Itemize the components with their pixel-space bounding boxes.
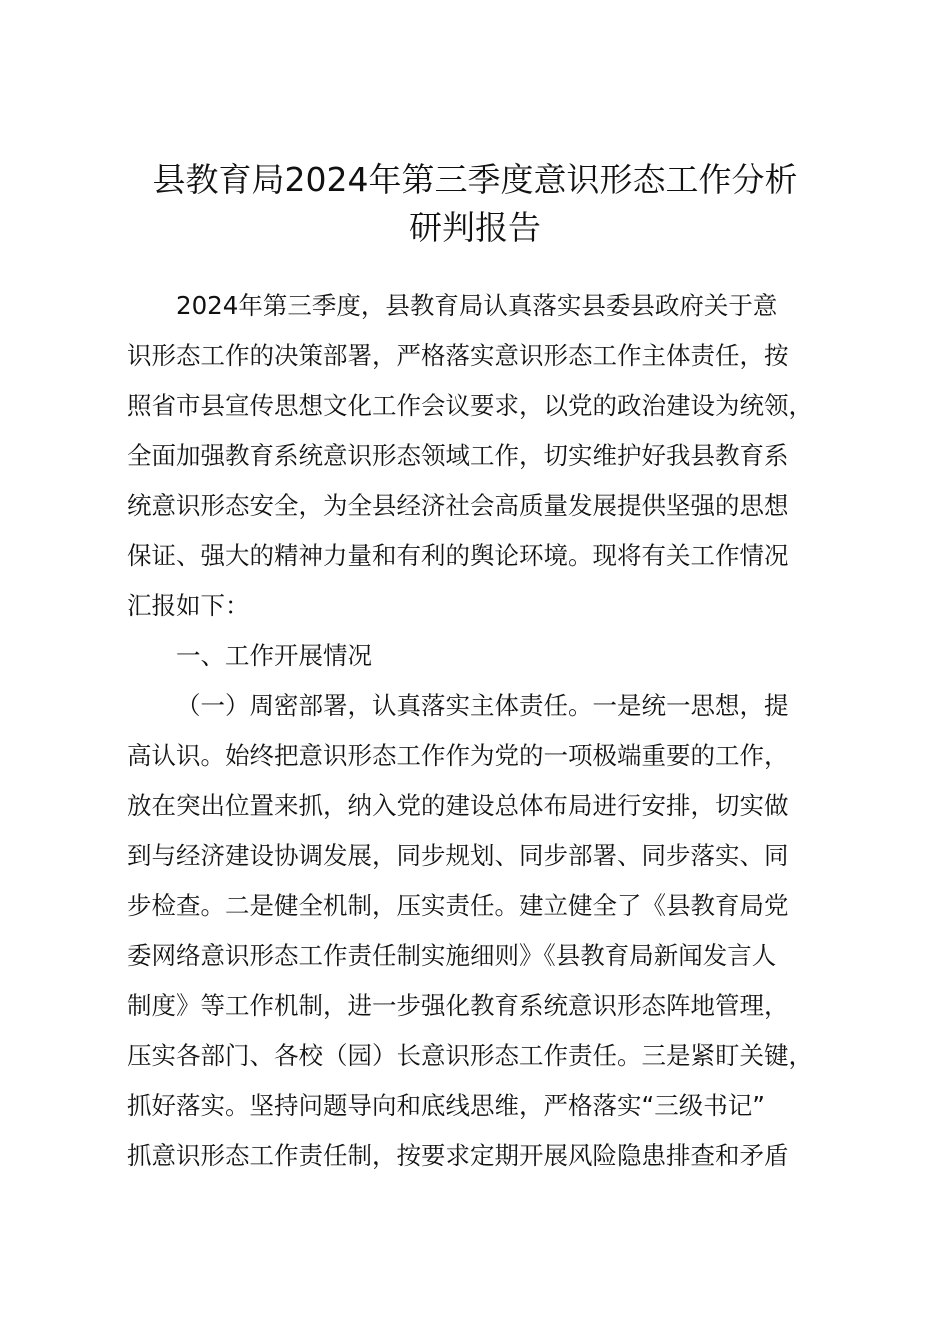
paragraph-line: 放在突出位置来抓，纳入党的建设总体布局进行安排，切实做 xyxy=(127,791,789,820)
paragraph-line: 2024年第三季度，县教育局认真落实县委县政府关于意 xyxy=(176,291,778,320)
paragraph-line: 统意识形态安全，为全县经济社会高质量发展提供坚强的思想 xyxy=(127,491,789,520)
paragraph-line: 到与经济建设协调发展，同步规划、同步部署、同步落实、同 xyxy=(127,841,789,870)
paragraph-line: 识形态工作的决策部署，严格落实意识形态工作主体责任，按 xyxy=(127,341,789,370)
paragraph-line: 保证、强大的精神力量和有利的舆论环境。现将有关工作情况 xyxy=(127,541,789,570)
paragraph-line: 委网络意识形态工作责任制实施细则》《县教育局新闻发言人 xyxy=(127,941,777,970)
paragraph-line: 高认识。始终把意识形态工作作为党的一项极端重要的工作， xyxy=(127,741,789,770)
paragraph-line: 抓好落实。坚持问题导向和底线思维，严格落实“三级书记” xyxy=(127,1091,765,1120)
paragraph-line: 全面加强教育系统意识形态领域工作，切实维护好我县教育系 xyxy=(127,441,789,470)
paragraph-line: 抓意识形态工作责任制，按要求定期开展风险隐患排查和矛盾 xyxy=(127,1141,789,1170)
paragraph-line: 步检查。二是健全机制，压实责任。建立健全了《县教育局党 xyxy=(127,891,789,920)
paragraph-line: 汇报如下： xyxy=(127,591,250,620)
document-title-line-1: 县教育局2024年第三季度意识形态工作分析 xyxy=(152,160,798,199)
section-heading: 一、工作开展情况 xyxy=(176,641,372,670)
paragraph-line: （一）周密部署，认真落实主体责任。一是统一思想，提 xyxy=(176,691,789,720)
paragraph-line: 压实各部门、各校（园）长意识形态工作责任。三是紧盯关键， xyxy=(127,1041,813,1070)
document-title-line-2: 研判报告 xyxy=(409,208,541,247)
paragraph-line: 照省市县宣传思想文化工作会议要求，以党的政治建设为统领， xyxy=(127,391,813,420)
paragraph-line: 制度》等工作机制，进一步强化教育系统意识形态阵地管理， xyxy=(127,991,789,1020)
